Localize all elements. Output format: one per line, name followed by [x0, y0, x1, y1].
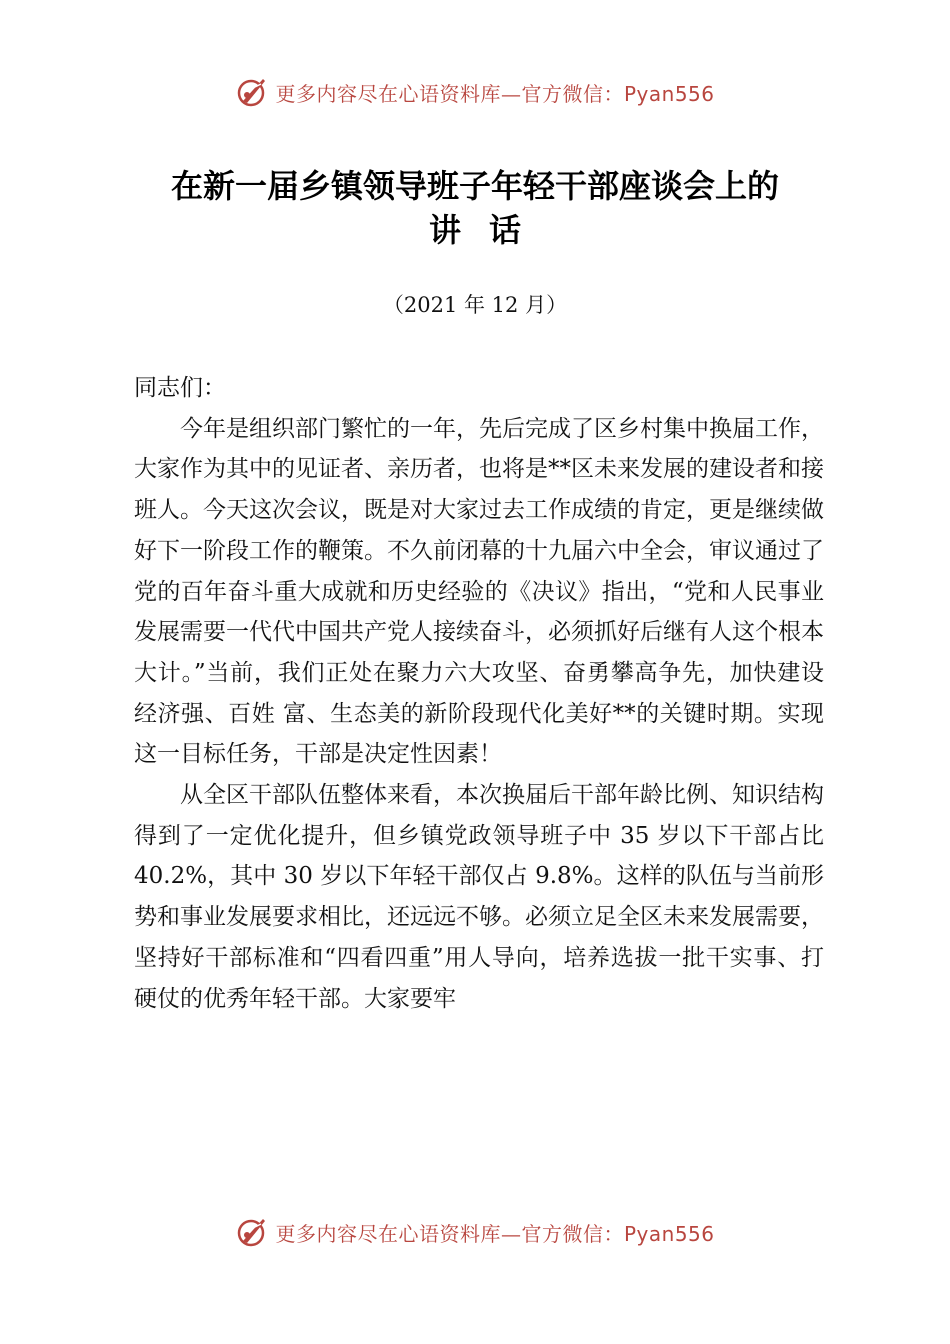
quill-seal-icon — [235, 75, 269, 109]
watermark-text: 更多内容尽在心语资料库—官方微信：Pyan556 — [275, 1221, 715, 1246]
watermark-text: 更多内容尽在心语资料库—官方微信：Pyan556 — [275, 81, 715, 106]
watermark-footer — [0, 1212, 950, 1252]
watermark-wechat-id: Pyan556 — [623, 81, 715, 106]
quill-seal-icon — [235, 1215, 269, 1249]
document-date: （2021 年 12 月） — [382, 293, 568, 317]
title-line-1: 在新一届乡镇领导班子年轻干部座谈会上的 — [170, 167, 779, 205]
document-body — [134, 368, 824, 1019]
title-line-2: 讲话 — [428, 211, 549, 249]
watermark-header — [0, 72, 950, 112]
paragraph-1: 今年是组织部门繁忙的一年，先后完成了区乡村集中换届工作，大家作为其中的见证者、亲历者，也将是**区未来发展的建设者和接班人。今天这次会议，既是对大家过去工作成绩的肯定，更是继续做好下一阶段工作的鞭策。不久前闭幕的十九届六中全会，审议通过了党的百年奋斗重大成就和历史经验的《决议》指出，“党和人民事业发展需要一代代中国共产党人接续奋斗，必须抓好后继有人这个根本大计。”当前，我们正处在聚力六大攻坚、奋勇攀高争先，加快建设经济强、百姓 富、生态美的新阶段现代化美好**的关键时期。实现这一目标任务，干部是决定性因素！ — [134, 415, 824, 768]
paragraph-2: 从全区干部队伍整体来看，本次换届后干部年龄比例、知识结构得到了一定优化提升，但乡镇党政领导班子中 35 岁以下干部占比 40.2%，其中 30 岁以下年轻干部仅占 9.8%。这样的队伍与当前形势和事业发展要求相比，还远远不够。必须立足全区未来发展需要，坚持好干部标准和“四看四重”用人导向，培养选拔一批干实事、打硬仗的优秀年轻干部。大家要牢 — [134, 782, 824, 1012]
salutation: 同志们： — [134, 375, 226, 401]
document-title — [0, 164, 950, 252]
watermark-wechat-id: Pyan556 — [623, 1221, 715, 1246]
